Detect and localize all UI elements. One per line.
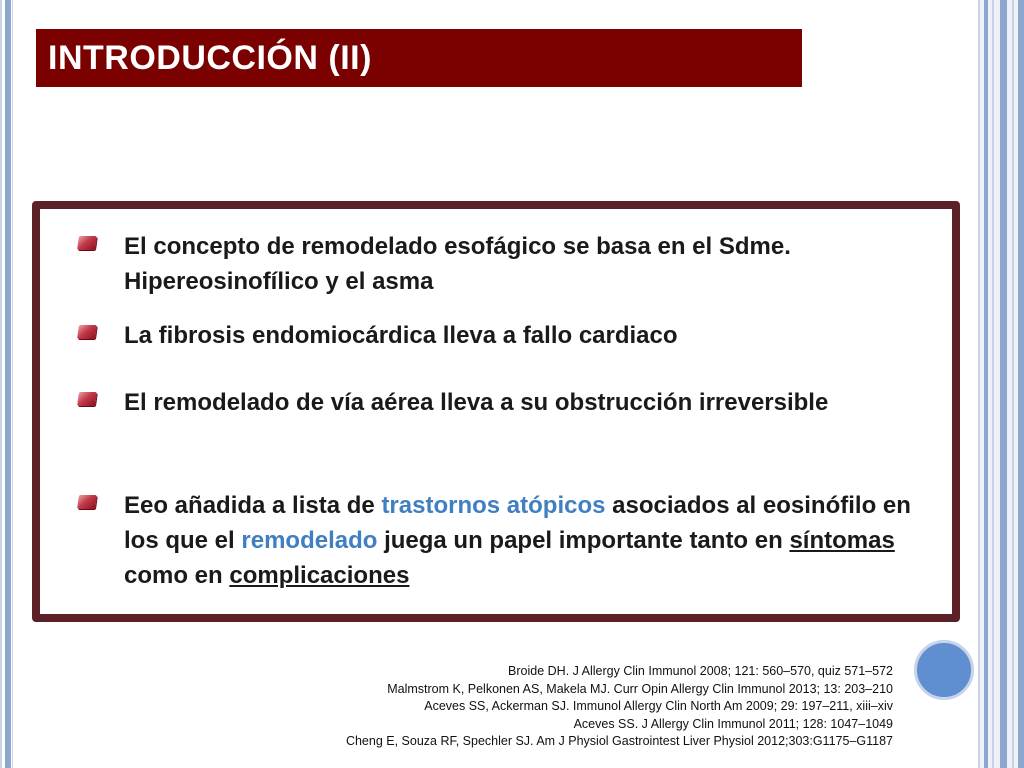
content-box [32, 201, 960, 622]
bullet-item-4 [78, 488, 948, 593]
bullet-item-2 [78, 318, 948, 353]
reference-line: Broide DH. J Allergy Clin Immunol 2008; 121: 560–570, quiz 571–572 [508, 664, 893, 678]
highlight-remodelado: remodelado [241, 527, 378, 554]
reference-line: Cheng E, Souza RF, Spechler SJ. Am J Physiol Gastrointest Liver Physiol 2012;303:G1175–G1187 [345, 734, 893, 749]
slide-title: INTRODUCCIÓN (II) [48, 38, 372, 77]
left-decoration-rail [0, 0, 14, 768]
title-bar [36, 29, 802, 87]
references [230, 663, 893, 751]
bullet-text: El remodelado de vía aérea lleva a su obstrucción irreversible [124, 389, 829, 416]
bullet-icon [77, 236, 97, 250]
circle-decoration-icon [914, 640, 974, 700]
reference-line: Malmstrom K, Pelkonen AS, Makela MJ. Curr Opin Allergy Clin Immunol 2013; 13: 203–210 [387, 681, 893, 696]
reference-line: Aceves SS, Ackerman SJ. Immunol Allergy Clin North Am 2009; 29: 197–211, xiii–xiv [424, 699, 893, 714]
bullet-item-1 [78, 229, 948, 298]
bullet-text: El concepto de remodelado esofágico se basa en el Sdme. Hipereosinofílico y el asma [124, 233, 791, 295]
underline-sintomas: síntomas [789, 527, 895, 554]
highlight-trastornos-atopicos: trastornos atópicos [381, 492, 606, 519]
bullet-icon [77, 325, 97, 339]
bullet-text: Eeo añadida a lista de trastornos atópicos asociados al eosinófilo en los que el remodelado juega un papel importante tanto en síntomas como en complicaciones [124, 492, 911, 589]
bullet-item-3 [78, 385, 948, 454]
bullet-icon [77, 392, 97, 406]
reference-line: Aceves SS. J Allergy Clin Immunol 2011; 128: 1047–1049 [573, 716, 893, 731]
bullet-text: La fibrosis endomiocárdica lleva a fallo cardiaco [124, 322, 678, 349]
bullet-icon [77, 495, 97, 509]
right-decoration-rail [978, 0, 1024, 768]
underline-complicaciones: complicaciones [229, 562, 410, 589]
bullet-list [78, 229, 948, 593]
